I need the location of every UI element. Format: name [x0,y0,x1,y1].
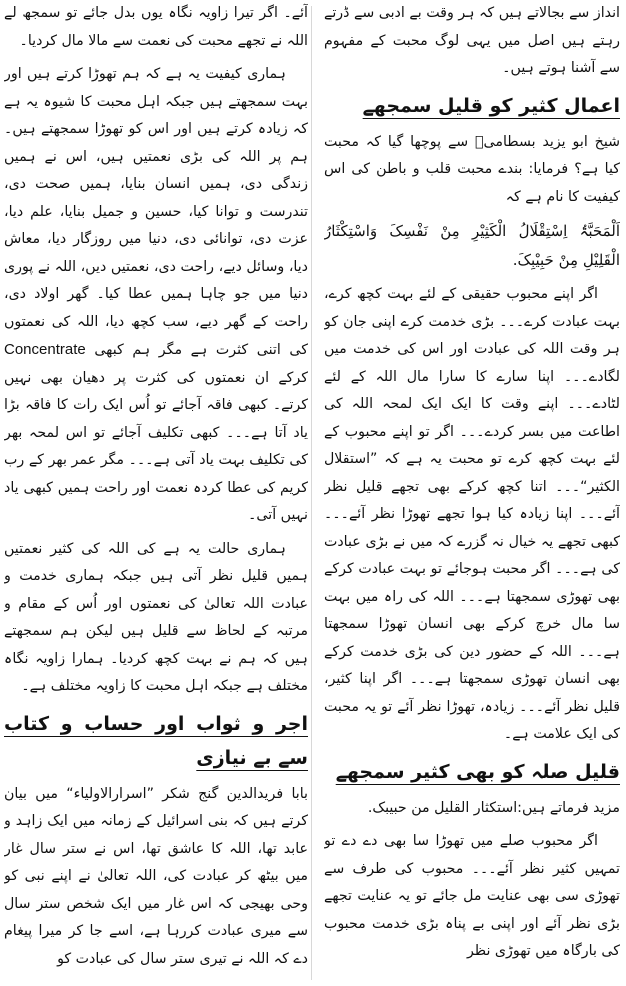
paragraph-text: کرکے ان نعمتوں کی کثرت پر دھیان بھی نہیں کرتے۔ کبھی فاقہ آجائے تو اُس ایک رات کا فاقہ بڑا یاد آتا ہے۔۔۔ کبھی تکلیف آجائے تو اس لمحہ بھر کی تکلیف بہت یاد آتی ہے۔۔۔ مگر عمر بھر کے رب کریم کی عطا کردہ نعمت اور راحت ہمیں کبھی یاد نہیں آتی۔ [4,369,308,523]
paragraph: بابا فریدالدین گنج شکر ”اسرارالاولیاء“ میں بیان کرتے ہیں کہ بنی اسرائیل کے زمانہ میں ایک زاہد و عابد تھا، اللہ کا عاشق تھا، اس نے ستر سال غار میں بیٹھ کر عبادت کی، اللہ تعالیٰ نے اپنے نبی کو وحی بھیجی کہ اس غار میں ایک شخص ستر سال سے میری عبادت کررہا ہے، اسے جا کر میرا پیغام دے کہ اللہ نے تیری ستر سال کی عبادت کو [4,785,308,967]
arabic-quote: اَلْمَحَبَّۃُ اِسْتِقْلَالُ الْکَثِیْرِ مِنْ نَفْسِکَ وَاسْتِکْثَارُ الْقَلِیْلِ مِنْ حَبِیْبِکَ. [324,222,620,269]
paragraph: انداز سے بجالاتے ہیں کہ ہر وقت بے ادبی سے ڈرتے رہتے ہیں اصل میں یہی لوگ محبت کے مفہوم سے آشنا ہوتے ہیں۔ [324,5,620,76]
paragraph-text: ہماری کیفیت یہ ہے کہ ہم تھوڑا کرتے ہیں اور بہت سمجھتے ہیں جبکہ اہل محبت کا شیوہ یہ ہے کہ زیادہ کرتے ہیں اور اس کو تھوڑا سمجھتے ہیں۔ ہم پر اللہ کی بڑی نعمتیں ہیں، اس نے ہمیں زندگی دی، ہمیں انسان بنایا، ہمیں صحت دی، تندرست و توانا کیا، حسین و جمیل بنایا، علم دیا، عزت دی، توانائی دی، دنیا میں روزگار دیا، معاش دیا، وسائل دیے، راحت دی، نعمتیں دیں، اللہ نے پوری دنیا میں جو چاہا ہمیں عطا کیا۔ گھر اولاد دی، راحت کے گھر دیے، سب کچھ دیا، اللہ کی نعمتوں کی اتنی کثرت ہے مگر ہم کبھی [4,66,308,358]
section-heading: اجر و ثواب اور حساب و کتاب سے بے نیازی [4,712,308,769]
left-column [4,0,308,986]
paragraph: آئے۔ اگر تیرا زاویہ نگاہ یوں بدل جائے تو سمجھ لے اللہ نے تجھے محبت کی نعمت سے مالا مال کردیا۔ [4,5,308,49]
latin-word: Concentrate [4,341,86,358]
section-heading: اعمال کثیر کو قلیل سمجھے [362,94,620,117]
section-heading: قلیل صلہ کو بھی کثیر سمجھے [335,760,620,783]
paragraph [4,61,308,530]
column-divider [311,6,312,980]
paragraph: ہماری حالت یہ ہے کی اللہ کی کثیر نعمتیں ہمیں قلیل نظر آتی ہیں جبکہ ہماری خدمت و عبادت اللہ تعالیٰ کی نعمتوں اور اُس کے مقام و مرتبہ کے لحاظ سے قلیل ہیں لیکن ہم سمجھتے ہیں کہ ہم نے بہت کچھ کردیا۔ ہمارا زاویہ نگاہ مختلف ہے جبکہ اہل محبت کا زاویہ مختلف ہے۔ [4,540,308,694]
paragraph: اگر اپنے محبوب حقیقی کے لئے بہت کچھ کرے، بہت عبادت کرے۔۔۔ بڑی خدمت کرے اپنی جان کو ہر وقت اللہ کی عبادت اور اس کی خدمت میں لگادے۔۔۔ اپنا سارے کا سارا مال اللہ کے لئے لٹادے۔۔۔ اپنے وقت کا ایک ایک لمحہ اللہ کی اطاعت میں بسر کردے۔۔۔ اگر تو اپنے محبوب کے لئے بہت کچھ کرے تو محبت یہ ہے کہ ”استقلال الکثیر“۔۔۔ اتنا کچھ کرکے بھی تجھے قلیل نظر آئے۔۔۔ اپنا زیادہ کیا ہوا تجھے تھوڑا نظر آئے۔۔۔ کبھی تجھے یہ خیال نہ گزرے کہ میں نے بڑی عبادت کی ہے۔۔۔ اگر محبت ہوجائے تو بہت عبادت کرکے بھی تھوڑی سمجھتا ہے۔۔۔ اللہ کی راہ میں بہت سا مال خرچ کرکے بھی انسان تھوڑا سمجھتا ہے۔۔۔ اللہ کے حضور دین کی بڑی خدمت کرکے بھی انسان تھوڑی سمجھتا ہے۔۔۔ اگر اپنا کثیر، قلیل نظر آئے۔۔۔ زیادہ، تھوڑا نظر آئے تو یہ محبت کی ایک علامت ہے۔ [324,286,620,742]
paragraph: مزید فرماتے ہیں:استکثار القلیل من حبیبک. [367,799,620,816]
paragraph: شیخ ابو یزید بسطامیؒ سے پوچھا گیا کہ محبت کیا ہے؟ فرمایا: بندے محبت قلب و باطن کی اس کیفیت کا نام ہے کہ [324,133,620,205]
paragraph: اگر محبوب صلے میں تھوڑا سا بھی دے دے تو تمہیں کثیر نظر آئے۔۔۔ محبوب کی طرف سے تھوڑی سی بھی عنایت مل جائے تو یہ عنایت تجھے بڑی نظر آئے اور اپنی بے پناہ بڑی خدمت محبوب کی بارگاہ میں تھوڑی نظر [324,833,620,959]
right-column [324,0,620,986]
